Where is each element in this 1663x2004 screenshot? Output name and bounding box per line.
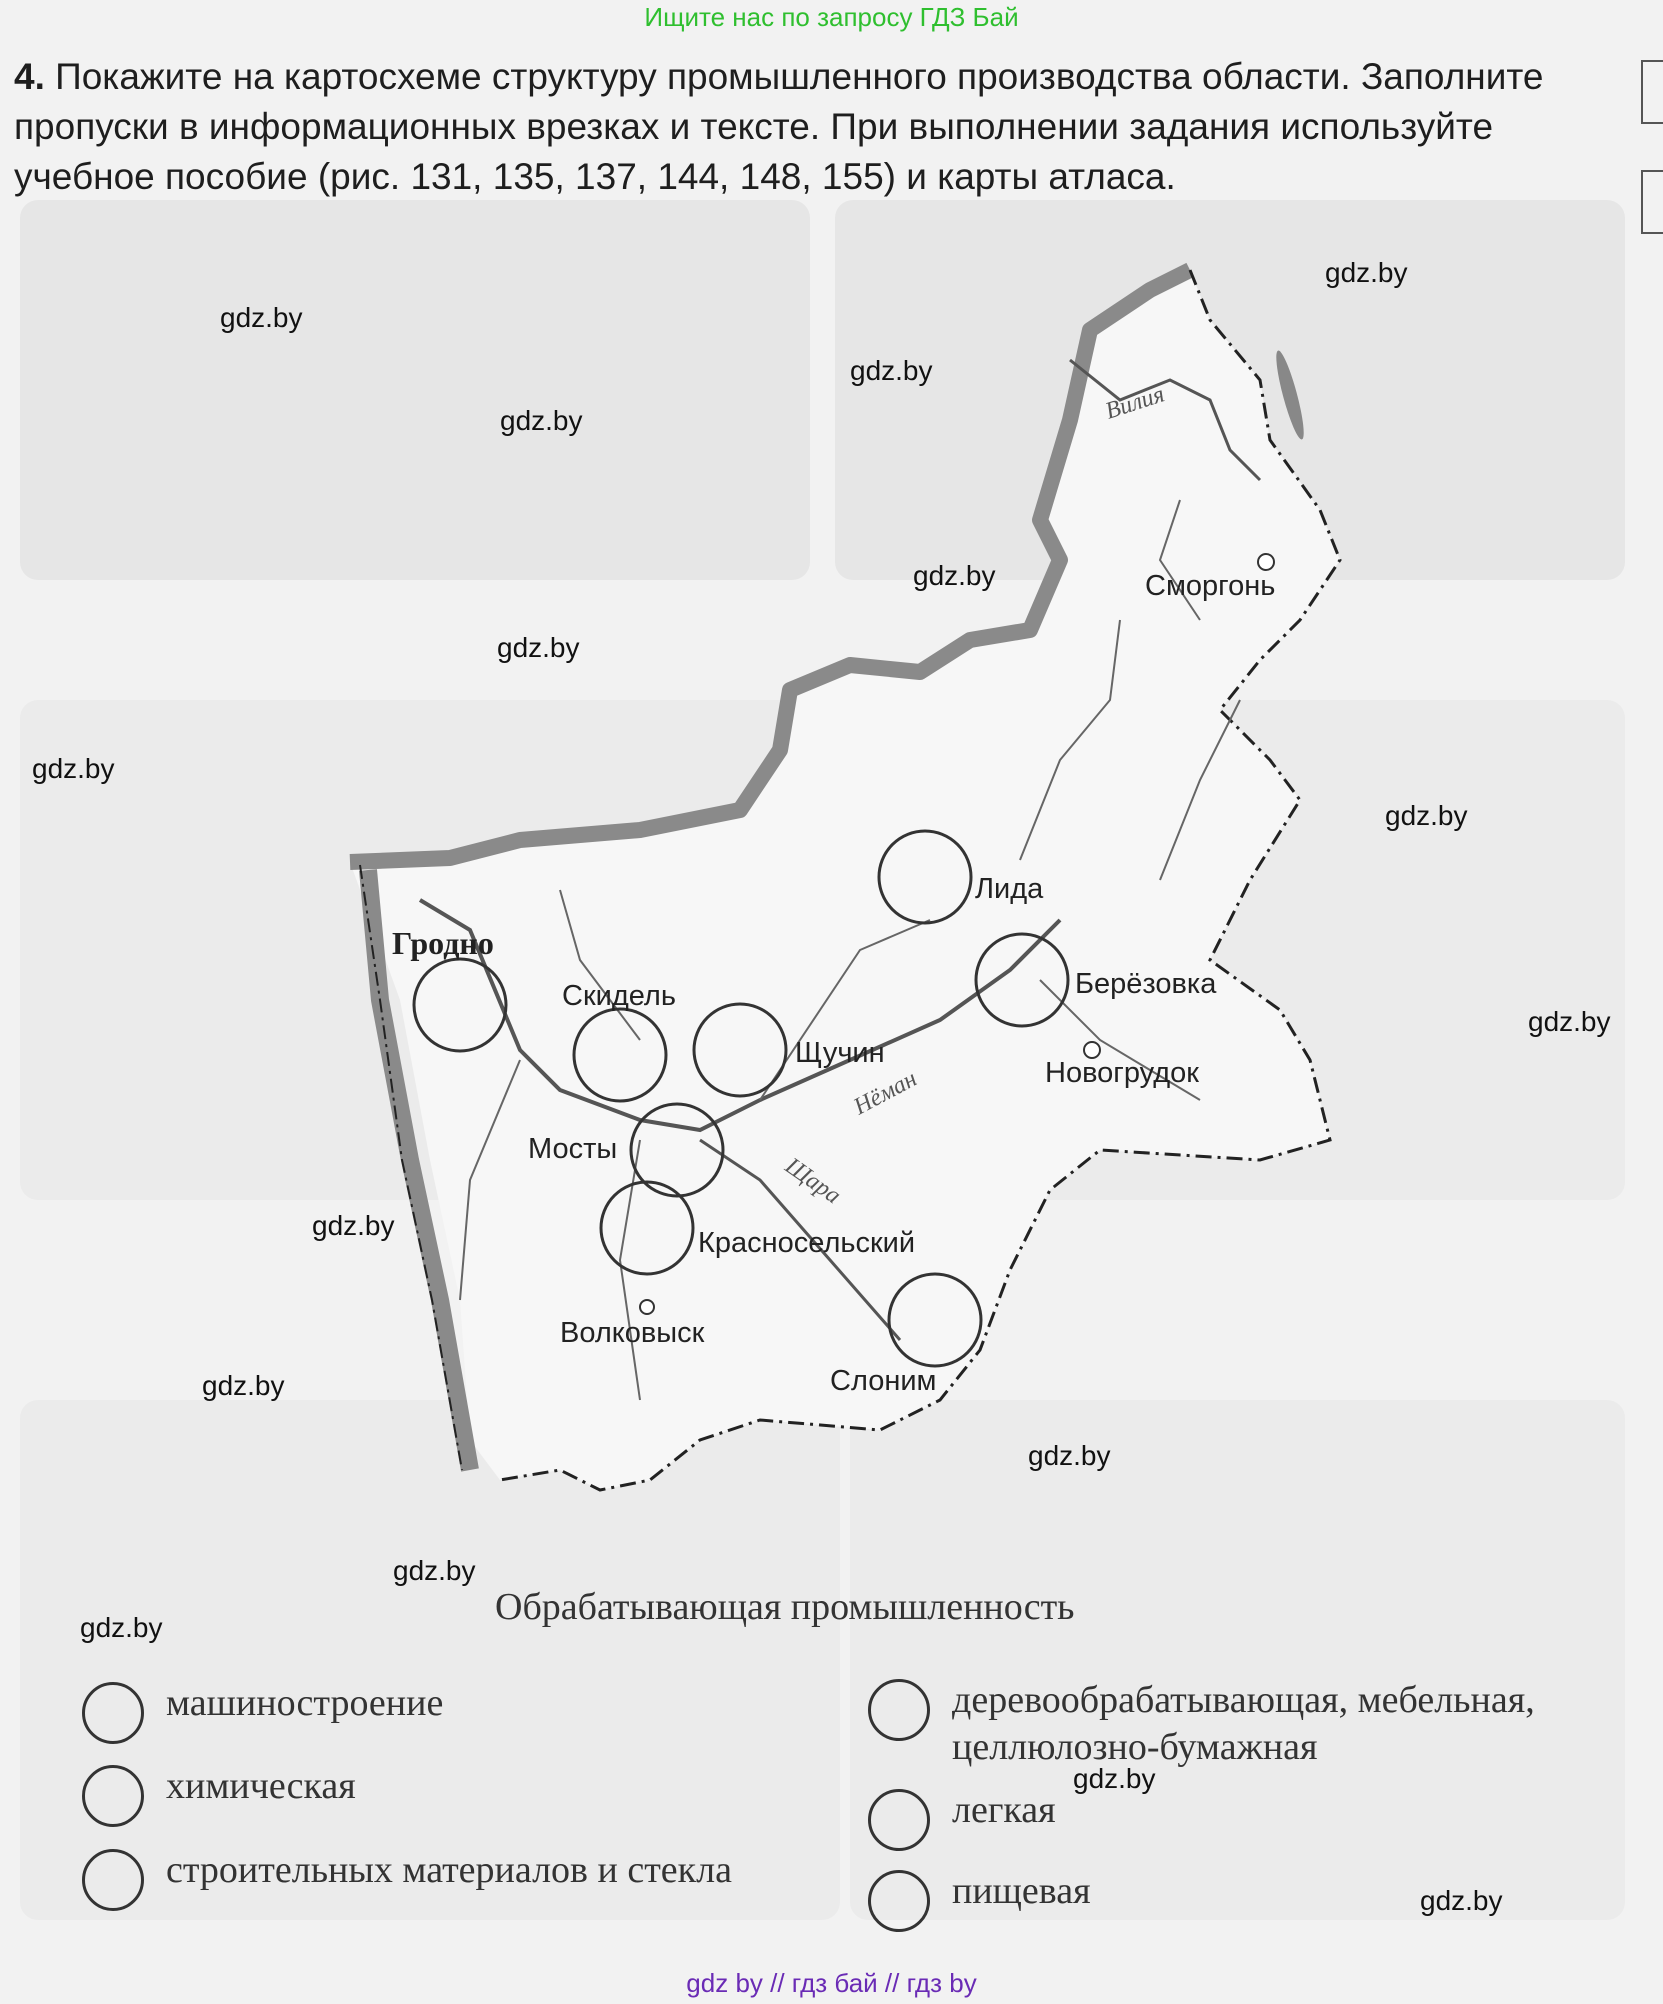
watermark: gdz.by <box>913 560 996 591</box>
watermark: gdz.by <box>393 1555 476 1586</box>
legend-circle <box>82 1682 144 1744</box>
watermark: gdz.by <box>1528 1006 1611 1037</box>
city-label-skidel: Скидель <box>562 980 676 1012</box>
volkovysk-dot <box>640 1300 654 1314</box>
legend-label-line: деревообрабатывающая, мебельная, <box>952 1679 1535 1721</box>
legend-label: машиностроение <box>166 1682 444 1724</box>
novogrudok-dot <box>1084 1042 1100 1058</box>
task-number: 4. <box>14 56 45 97</box>
city-label-novogrudok: Новогрудок <box>1045 1057 1199 1089</box>
legend-label: легкая <box>952 1789 1056 1831</box>
city-label-lida: Лида <box>975 873 1044 905</box>
smorgon-dot <box>1258 554 1274 570</box>
legend-label: химическая <box>166 1765 356 1807</box>
legend-item-food <box>868 1868 1091 1932</box>
watermark: gdz.by <box>1420 1885 1503 1916</box>
legend-title: Обрабатывающая промышленность <box>495 1586 1075 1628</box>
watermark: gdz.by <box>32 753 115 784</box>
watermark: gdz.by <box>80 1612 163 1643</box>
watermark: gdz.by <box>497 632 580 663</box>
task-body: Покажите на картосхеме структуру промышленного производства области. Заполните пропуски в информационных врезках и тексте. При выполнении задания используйте учебное пособие (рис. 131, 135, 137, 144, 148, 155) и карты атласа. <box>14 56 1544 197</box>
legend-label: строительных материалов и стекла <box>166 1849 732 1891</box>
legend-circle <box>868 1870 930 1932</box>
legend-item-building-materials <box>82 1847 732 1911</box>
city-label-shchuchin: Щучин <box>795 1037 885 1069</box>
watermark: gdz.by <box>220 302 303 333</box>
watermark: gdz.by <box>1325 257 1408 288</box>
city-label-krasnoselsky: Красносельский <box>698 1227 916 1259</box>
legend-label: пищевая <box>952 1870 1091 1912</box>
region-area <box>350 270 1340 1490</box>
legend-item-chemical <box>82 1763 356 1827</box>
legend-circle <box>868 1789 930 1851</box>
lake <box>1271 349 1308 441</box>
city-label-slonim: Слоним <box>830 1365 937 1397</box>
bottom-banner: gdz by // гдз бай // гдз by <box>686 1968 977 1998</box>
legend-item-wood <box>868 1677 1535 1771</box>
watermark: gdz.by <box>312 1210 395 1241</box>
legend-item-light <box>868 1787 1056 1851</box>
watermark: gdz.by <box>850 355 933 386</box>
watermark: gdz.by <box>202 1370 285 1401</box>
city-label-smorgon: Сморгонь <box>1145 570 1276 602</box>
top-banner: Ищите нас по запросу ГДЗ Бай <box>644 2 1019 32</box>
legend-label <box>952 1677 1535 1771</box>
city-label-mosty: Мосты <box>528 1133 618 1165</box>
legend-circle <box>82 1849 144 1911</box>
river-label-shchara: Щара <box>780 1152 846 1210</box>
river-label-neman: Нёман <box>849 1065 922 1121</box>
watermark: gdz.by <box>1073 1763 1156 1794</box>
city-label-berezovka: Берёзовка <box>1075 968 1217 1000</box>
city-label-grodno: Гродно <box>392 925 494 961</box>
watermark: gdz.by <box>1028 1440 1111 1471</box>
legend-circle <box>868 1679 930 1741</box>
watermark: gdz.by <box>500 405 583 436</box>
river-label-viliya: Вилия <box>1102 381 1168 425</box>
legend-label-line: целлюлозно-бумажная <box>952 1726 1318 1768</box>
legend-item-machinery <box>82 1680 443 1744</box>
watermark: gdz.by <box>1385 800 1468 831</box>
city-label-volkovysk: Волковыск <box>560 1317 705 1349</box>
legend-circle <box>82 1765 144 1827</box>
